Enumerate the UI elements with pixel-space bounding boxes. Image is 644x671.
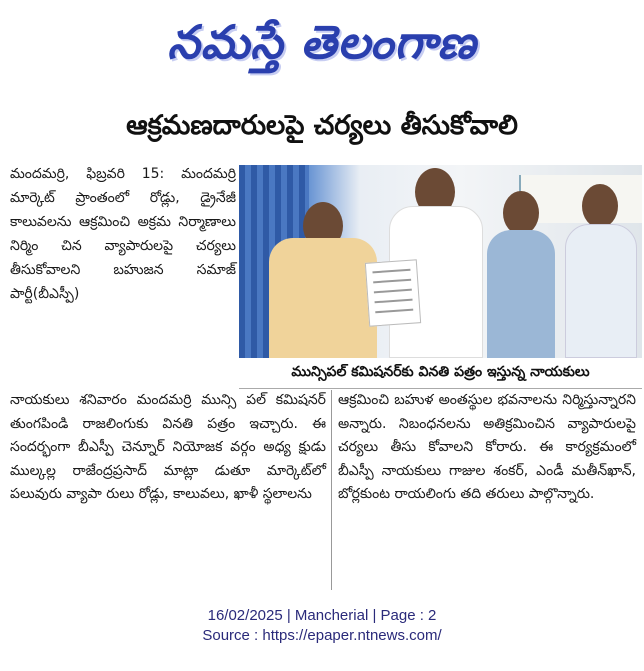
- photo-person-member: [487, 183, 555, 358]
- photo-person-member: [565, 178, 635, 358]
- photo-caption-text: మున్సిపల్ కమిషనర్‌కు వినతి పత్రం ఇస్తున్న నాయకులు: [291, 363, 590, 380]
- page-footer: [0, 606, 644, 646]
- article-headline: [0, 103, 644, 155]
- article-column-bottom-left: [10, 389, 326, 507]
- masthead-title: నమస్తే తెలంగాణ: [167, 14, 477, 69]
- photo-person-commissioner: [269, 188, 377, 358]
- article-column-top-left: [10, 162, 236, 306]
- article-column-right: [338, 389, 636, 507]
- footer-edition-info: 16/02/2025 | Mancherial | Page : 2: [207, 607, 437, 624]
- article-paragraph-body: నాయకులు శనివారం మందమర్రి మున్సి పల్ కమిషనర్ తుంగపిండి రాజలింగుకు వినతి పత్రం ఇచ్చారు. ఈ సందర్భంగా బీఎస్పీ చెన్నూర్ నియోజక వర్గం అధ్య క్షుడు ముల్కల్ల రాజేంద్రప్రసాద్ మాట్లా డుతూ మార్కెట్‌లో పలువురు వ్యాపా రులు రోడ్లు, కాలువలు, ఖాళీ స్థలాలను: [10, 392, 326, 502]
- footer-source-link[interactable]: Source : https://epaper.ntnews.com/: [202, 627, 442, 644]
- headline-text: ఆక్రమణదారులపై చర్యలు తీసుకోవాలి: [126, 110, 518, 141]
- news-photo: [239, 165, 642, 358]
- column-divider: [331, 390, 332, 590]
- article-paragraph-conclusion: ఆక్రమించి బహుళ అంతస్థుల భవనాలను నిర్మిస్తున్నారని అన్నారు. నిబంధనలను అతిక్రమించిన వ్యాపారులపై చర్యలు తీసు కోవాలని కోరారు. ఈ కార్యక్రమంలో బీఎస్పీ నాయకులు గాజుల శంకర్, ఎండీ మతీన్‌ఖాన్, బోర్లకుంట రాయలింగు తది తరులు పాల్గొన్నారు.: [338, 392, 636, 502]
- photo-caption: [239, 358, 642, 389]
- article-paragraph-intro: మందమర్రి, ఫిబ్రవరి 15: మందమర్రి మార్కెట్ ప్రాంతంలో రోడ్లు, డ్రైనేజీ కాలువలను ఆక్రమించి అక్రమ నిర్మాణాలు నిర్మిం చిన వ్యాపారులపై చర్యలు తీసుకోవాలని బహుజన సమాజ్ పార్టీ(బీఎస్పీ): [10, 166, 236, 302]
- newspaper-masthead: [0, 0, 644, 95]
- petition-document-icon: [365, 259, 421, 326]
